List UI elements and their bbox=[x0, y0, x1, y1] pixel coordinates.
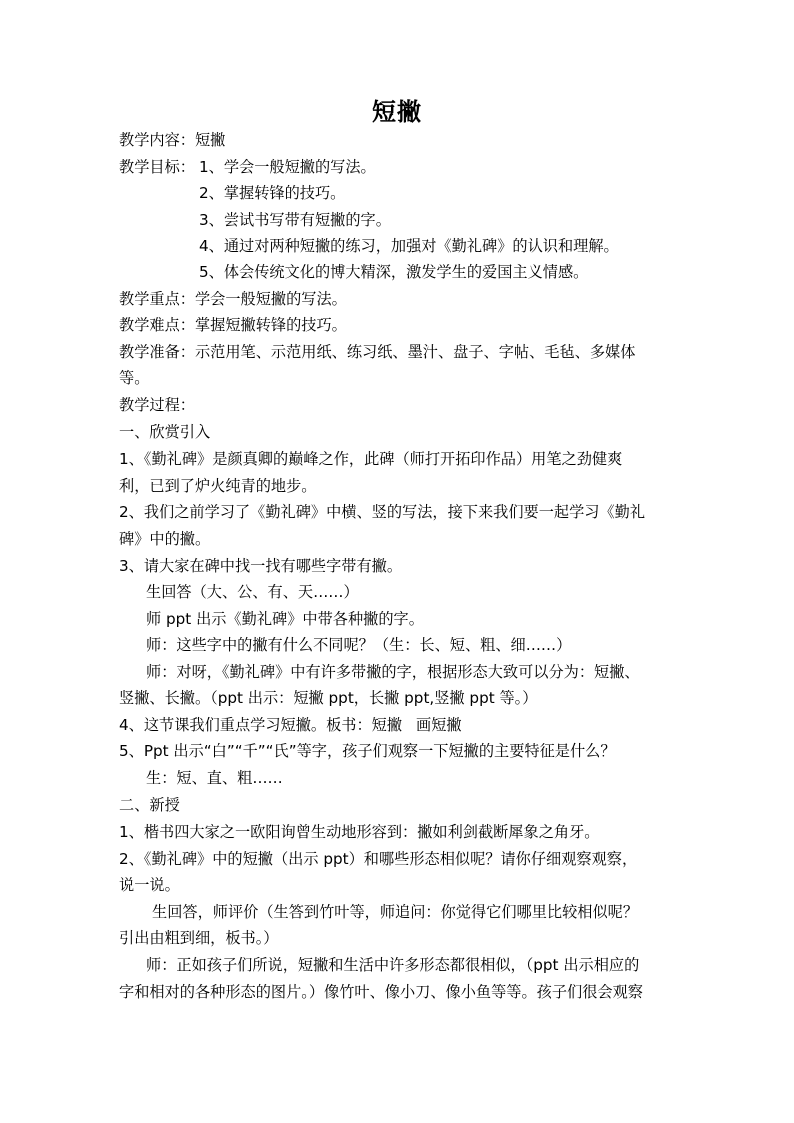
teaching-content: 教学内容：短撇 bbox=[119, 131, 226, 149]
page-title: 短撇 bbox=[372, 97, 422, 126]
paragraph-line: 2、《勤礼碑》中的短撇（出示 ppt）和哪些形态相似呢？请你仔细观察观察， bbox=[119, 850, 638, 868]
paragraph-line bbox=[119, 715, 462, 735]
key-point: 教学重点：学会一般短撇的写法。 bbox=[119, 290, 347, 308]
paragraph-line: 竖撇、长撇。（ppt 出示：短撇 ppt，长撇 ppt,竖撇 ppt 等。） bbox=[119, 689, 538, 707]
goal-item: 1、学会一般短撇的写法。 bbox=[199, 158, 376, 176]
paragraph-line: 1、楷书四大家之一欧阳询曾生动地形容到：撇如利剑截断犀象之角牙。 bbox=[119, 823, 600, 841]
paragraph-line: 师 ppt 出示《勤礼碑》中带各种撇的字。 bbox=[146, 610, 424, 628]
board-text-2: 画短撇 bbox=[416, 716, 462, 734]
goal-item: 2、掌握转锋的技巧。 bbox=[199, 184, 346, 202]
section-heading-2: 二、新授 bbox=[119, 796, 180, 814]
paragraph-line: 说一说。 bbox=[119, 876, 180, 894]
goal-item: 3、尝试书写带有短撇的字。 bbox=[199, 211, 391, 229]
preparation-line-2: 等。 bbox=[119, 369, 150, 387]
paragraph-line: 生回答，师评价（生答到竹叶等，师追问：你觉得它们哪里比较相似呢？ bbox=[152, 903, 638, 921]
goals-label: 教学目标： bbox=[119, 158, 195, 176]
difficulty: 教学难点：掌握短撇转锋的技巧。 bbox=[119, 316, 347, 334]
paragraph-line: 师：这些字中的撇有什么不同呢？（生：长、短、粗、细……） bbox=[146, 636, 572, 654]
paragraph-line: 3、请大家在碑中找一找有哪些字带有撇。 bbox=[119, 557, 403, 575]
board-text: 4、这节课我们重点学习短撇。板书：短撇 bbox=[119, 716, 403, 734]
paragraph-line: 字和相对的各种形态的图片。）像竹叶、像小刀、像小鱼等等。孩子们很会观察 bbox=[119, 983, 643, 1001]
paragraph-line: 碑》中的撇。 bbox=[119, 530, 211, 548]
goal-item: 4、通过对两种短撇的练习，加强对《勤礼碑》的认识和理解。 bbox=[199, 237, 619, 255]
paragraph-line: 5、Ppt 出示“白”“千”“氏”等字，孩子们观察一下短撇的主要特征是什么？ bbox=[119, 742, 616, 760]
paragraph-line: 师：对呀，《勤礼碑》中有许多带撇的字，根据形态大致可以分为：短撇、 bbox=[146, 663, 640, 681]
paragraph-line: 生回答（大、公、有、天……） bbox=[146, 583, 359, 601]
paragraph-line: 引出由粗到细，板书。） bbox=[119, 929, 279, 947]
process-label: 教学过程： bbox=[119, 396, 195, 414]
preparation-line-1: 教学准备：示范用笔、示范用纸、练习纸、墨汁、盘子、字帖、毛毡、多媒体 bbox=[119, 343, 636, 361]
section-heading-1: 一、欣赏引入 bbox=[119, 423, 211, 441]
paragraph-line: 师：正如孩子们所说，短撇和生活中许多形态都很相似，（ppt 出示相应的 bbox=[146, 956, 640, 974]
paragraph-line: 利，已到了炉火纯青的地步。 bbox=[119, 477, 317, 495]
paragraph-line: 2、我们之前学习了《勤礼碑》中横、竖的写法，接下来我们要一起学习《勤礼 bbox=[119, 503, 646, 521]
paragraph-line: 生：短、直、粗…… bbox=[146, 769, 283, 787]
goal-item: 5、体会传统文化的博大精深，激发学生的爱国主义情感。 bbox=[199, 263, 589, 281]
paragraph-line: 1、《勤礼碑》是颜真卿的巅峰之作，此碑（师打开拓印作品）用笔之劲健爽 bbox=[119, 450, 623, 468]
